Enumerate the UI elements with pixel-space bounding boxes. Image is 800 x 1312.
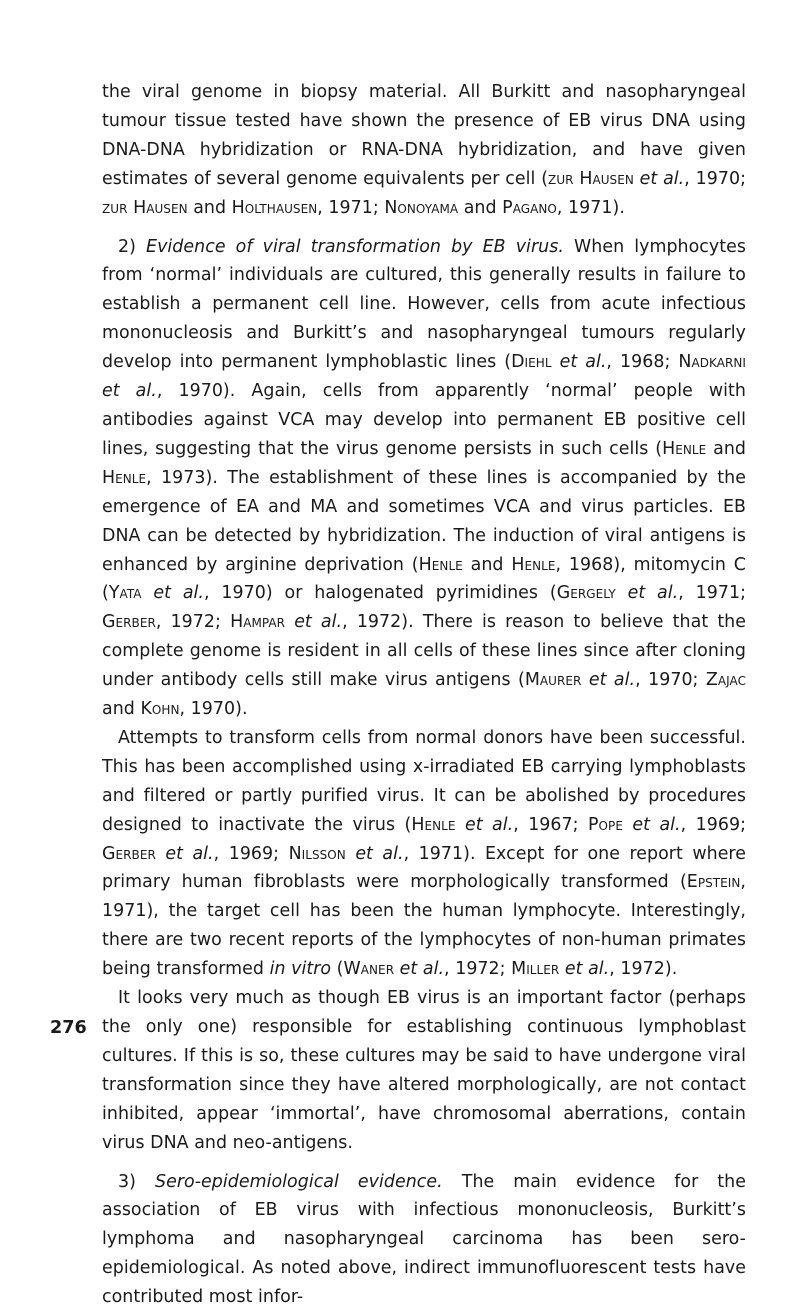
text-run: , 1970; (684, 168, 746, 189)
author-name: zur Hausen (548, 168, 634, 189)
paragraph-p2 (102, 233, 746, 724)
text-run (456, 815, 465, 835)
author-name: Holthausen (231, 197, 318, 218)
author-name: Nilsson (288, 843, 346, 864)
text-run: , 1967; (513, 814, 588, 835)
text-run: and (458, 197, 503, 218)
text-run: It looks very much as though EB virus is an important factor (perhaps the only one) responsible for establishing continuous lymphoblast cultures. If this is so, these cultures may be said to have undergone viral transformation since they have altered morphologically, are not contact inhibited, appear ‘immortal’, have chromosomal aberrations, contain virus DNA and neo-antigens. (102, 988, 746, 1153)
text-run: and (102, 699, 141, 720)
italic-text: et al. (165, 843, 214, 864)
italic-text: et al. (464, 814, 514, 835)
text-run: , 1971). Except for one report where primary human fibroblasts were morphologically transformed ( (102, 843, 747, 893)
text-run: Attempts to transform cells from normal donors have been successful. This has been accomplished using x-irradiated EB carrying lymphoblasts and filtered or partly purified virus. It can be abolished by procedures designed to inactivate the virus ( (102, 727, 746, 835)
text-run (623, 815, 632, 835)
text-run: 2) (118, 236, 147, 257)
text-run: and (462, 554, 512, 575)
paragraph-p4 (102, 984, 746, 1157)
text-run (616, 583, 628, 603)
author-name: Hampar (230, 612, 286, 633)
italic-text: et al. (588, 670, 636, 691)
text-run: When lymphocytes from ‘normal’ individuals are cultured, this generally results in failure to establish a permanent cell line. However, cells from acute infectious mononucleosis and Burkitt’s and nasopharyngeal tumours regularly develop into permanent lymphoblastic lines ( (102, 236, 746, 373)
author-name: Henle (411, 814, 456, 835)
author-name: Henle (511, 554, 556, 575)
paragraph-p1 (102, 78, 746, 223)
author-name: Zajac (705, 670, 746, 691)
text-run (552, 352, 560, 372)
author-name: Kohn (140, 699, 180, 720)
text-run (346, 844, 356, 864)
text-run (142, 583, 154, 603)
italic-text: et al. (564, 959, 610, 980)
paragraph-p3 (102, 724, 746, 984)
text-run: , 1970; (635, 670, 706, 691)
text-run: , 1972; (444, 959, 512, 980)
italic-text: Evidence of viral transformation by EB virus. (146, 236, 564, 257)
author-name: Nadkarni (678, 352, 746, 373)
text-run: , 1970). (179, 699, 248, 720)
author-name: Pagano (502, 197, 557, 218)
text-run: , 1968; (606, 352, 679, 373)
paragraph-p5 (102, 1168, 746, 1312)
italic-text: in vitro (269, 959, 332, 980)
text-run: , 1971; (678, 583, 747, 604)
text-run: 3) (118, 1171, 155, 1192)
italic-text: Sero-epidemiological evidence. (154, 1171, 443, 1192)
author-name: zur Hausen (102, 197, 188, 218)
text-run: and (706, 438, 746, 459)
text-run: , 1972). There is reason to believe that the complete genome is resident in all cells of these lines since after cloning under antibody cells still make virus antigens ( (102, 612, 747, 691)
text-run: , 1968), mitomycin C ( (102, 554, 746, 604)
author-name: Gerber (102, 612, 156, 633)
author-name: Diehl (511, 352, 552, 373)
text-run: , 1970) or halogenated pyrimidines ( (204, 583, 557, 604)
author-name: Henle (102, 467, 147, 488)
italic-text: et al. (294, 612, 343, 633)
author-name: Gerber (102, 843, 156, 864)
author-name: Epstein (686, 872, 741, 893)
text-run: ( (331, 959, 344, 980)
text-run: , 1969; (213, 843, 289, 864)
text-run: , 1972; (155, 612, 231, 633)
text-run: , 1971). (556, 197, 625, 218)
italic-text: et al. (102, 381, 157, 402)
author-name: Henle (418, 554, 463, 575)
text-run: , 1970). Again, cells from apparently ‘normal’ people with antibodies against VCA may develop into permanent EB positive cell lines, suggesting that the virus genome persists in such cells ( (102, 381, 746, 459)
text-run: , 1969; (680, 814, 746, 835)
italic-text: et al. (399, 959, 445, 980)
text-run: , 1973). The establishment of these lines is accompanied by the emergence of EA and MA and sometimes VCA and virus particles. EB DNA can be detected by hybridization. The induction of viral antigens is enhanced by arginine deprivation ( (102, 467, 746, 575)
author-name: Nonoyama (384, 197, 459, 218)
author-name: Gergely (556, 583, 616, 604)
text-run (156, 844, 166, 864)
author-name: Yata (108, 583, 142, 604)
page-number: 276 (50, 1018, 87, 1038)
text-run: , 1971; (317, 197, 385, 218)
author-name: Pope (588, 814, 623, 835)
text-run: , 1972). (609, 959, 678, 980)
italic-text: et al. (355, 843, 404, 864)
author-name: Henle (662, 438, 707, 459)
italic-text: et al. (627, 583, 679, 604)
italic-text: et al. (639, 168, 685, 189)
body-text (102, 78, 746, 1312)
text-run (285, 612, 294, 632)
italic-text: et al. (559, 352, 607, 373)
text-run: and (187, 197, 232, 218)
text-run: the viral genome in biopsy material. All Burkitt and nasopharyngeal tumour tissue tested have shown the presence of EB virus DNA using DNA-DNA hybridization or RNA-DNA hybridization, and have given estimates of several genome equivalents per cell ( (102, 82, 746, 189)
italic-text: et al. (153, 583, 205, 604)
text-run: , 1971), the target cell has been the human lymphocyte. Interestingly, there are two recent reports of the lymphocytes of non-human primates being transformed (102, 872, 746, 980)
author-name: Miller (511, 959, 560, 980)
text-run (581, 670, 588, 690)
italic-text: et al. (632, 814, 681, 835)
author-name: Maurer (524, 670, 582, 691)
text-run: The main evidence for the association of EB virus with infectious mononucleosis, Burkitt’s lymphoma and nasopharyngeal carcinoma has been sero-epidemiological. As noted above, indirect immunofluorescent tests have contributed most infor- (102, 1171, 747, 1308)
author-name: Waner (343, 959, 395, 980)
